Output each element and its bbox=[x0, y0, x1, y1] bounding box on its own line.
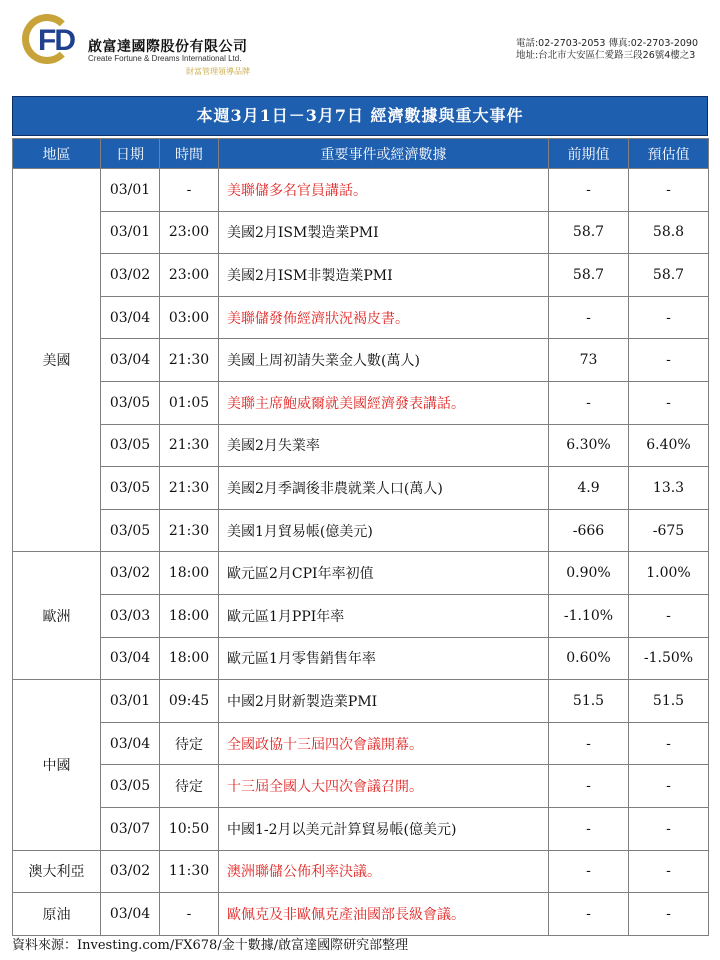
date-cell: 03/05 bbox=[101, 765, 160, 808]
table-row bbox=[13, 211, 709, 254]
region-cell: 歐洲 bbox=[13, 552, 101, 680]
event-cell: 美國2月ISM製造業PMI bbox=[219, 211, 549, 254]
table-row bbox=[13, 722, 709, 765]
previous-value-cell: 0.60% bbox=[549, 637, 629, 680]
time-cell: 18:00 bbox=[160, 552, 219, 595]
forecast-value-cell: -675 bbox=[629, 509, 709, 552]
time-cell: 09:45 bbox=[160, 680, 219, 723]
event-cell: 美聯儲多名官員講話。 bbox=[219, 169, 549, 212]
date-cell: 03/07 bbox=[101, 807, 160, 850]
forecast-value-cell: - bbox=[629, 594, 709, 637]
time-cell: 01:05 bbox=[160, 381, 219, 424]
time-cell: 18:00 bbox=[160, 594, 219, 637]
table-row bbox=[13, 509, 709, 552]
event-cell: 澳洲聯儲公佈利率決議。 bbox=[219, 850, 549, 893]
table-row bbox=[13, 552, 709, 595]
address: 地址:台北市大安區仁愛路三段26號4樓之3 bbox=[515, 50, 696, 61]
previous-value-cell: - bbox=[549, 893, 629, 936]
event-cell: 全國政協十三屆四次會議開幕。 bbox=[219, 722, 549, 765]
date-cell: 03/01 bbox=[101, 211, 160, 254]
phone-number: 電話:02-2703-2053 bbox=[515, 38, 606, 49]
date-cell: 03/04 bbox=[101, 339, 160, 382]
time-cell: - bbox=[160, 893, 219, 936]
contact-line-1 bbox=[516, 38, 698, 50]
date-cell: 03/04 bbox=[101, 296, 160, 339]
table-row bbox=[13, 807, 709, 850]
table-row bbox=[13, 381, 709, 424]
date-cell: 03/02 bbox=[101, 254, 160, 297]
table-row bbox=[13, 765, 709, 808]
table-row bbox=[13, 254, 709, 297]
forecast-value-cell: 1.00% bbox=[629, 552, 709, 595]
date-cell: 03/01 bbox=[101, 169, 160, 212]
event-cell: 美國上周初請失業金人數(萬人) bbox=[219, 339, 549, 382]
time-cell: 21:30 bbox=[160, 424, 219, 467]
date-cell: 03/03 bbox=[101, 594, 160, 637]
previous-value-cell: 4.9 bbox=[549, 467, 629, 510]
event-cell: 中國2月財新製造業PMI bbox=[219, 680, 549, 723]
previous-value-cell: 0.90% bbox=[549, 552, 629, 595]
time-cell: 10:50 bbox=[160, 807, 219, 850]
column-header-time: 時間 bbox=[160, 139, 219, 169]
forecast-value-cell: 58.7 bbox=[629, 254, 709, 297]
forecast-value-cell: - bbox=[629, 381, 709, 424]
forecast-value-cell: - bbox=[629, 722, 709, 765]
event-cell: 歐元區1月零售銷售年率 bbox=[219, 637, 549, 680]
column-header-forecast: 預估值 bbox=[629, 139, 709, 169]
time-cell: 23:00 bbox=[160, 211, 219, 254]
table-row bbox=[13, 680, 709, 723]
forecast-value-cell: - bbox=[629, 807, 709, 850]
time-cell: 23:00 bbox=[160, 254, 219, 297]
forecast-value-cell: - bbox=[629, 339, 709, 382]
previous-value-cell: 51.5 bbox=[549, 680, 629, 723]
event-cell: 十三屆全國人大四次會議召開。 bbox=[219, 765, 549, 808]
time-cell: 03:00 bbox=[160, 296, 219, 339]
table-row bbox=[13, 339, 709, 382]
event-cell: 美國2月失業率 bbox=[219, 424, 549, 467]
event-cell: 歐佩克及非歐佩克產油國部長級會議。 bbox=[219, 893, 549, 936]
forecast-value-cell: - bbox=[629, 893, 709, 936]
event-cell: 歐元區2月CPI年率初值 bbox=[219, 552, 549, 595]
table-row bbox=[13, 637, 709, 680]
event-cell: 美聯主席鮑威爾就美國經濟發表講話。 bbox=[219, 381, 549, 424]
region-cell: 原油 bbox=[13, 893, 101, 936]
time-cell: 21:30 bbox=[160, 467, 219, 510]
previous-value-cell: - bbox=[549, 722, 629, 765]
event-cell: 美國2月ISM非製造業PMI bbox=[219, 254, 549, 297]
date-cell: 03/05 bbox=[101, 509, 160, 552]
table-body bbox=[13, 169, 709, 936]
time-cell: 待定 bbox=[160, 765, 219, 808]
previous-value-cell: - bbox=[549, 296, 629, 339]
previous-value-cell: - bbox=[549, 807, 629, 850]
company-name-en: Create Fortune & Dreams International Ltd. bbox=[88, 54, 242, 63]
time-cell: 待定 bbox=[160, 722, 219, 765]
table-row bbox=[13, 424, 709, 467]
forecast-value-cell: 6.40% bbox=[629, 424, 709, 467]
previous-value-cell: - bbox=[549, 765, 629, 808]
forecast-value-cell: - bbox=[629, 765, 709, 808]
forecast-value-cell: 58.8 bbox=[629, 211, 709, 254]
date-cell: 03/04 bbox=[101, 893, 160, 936]
region-cell: 澳大利亞 bbox=[13, 850, 101, 893]
event-cell: 歐元區1月PPI年率 bbox=[219, 594, 549, 637]
date-cell: 03/01 bbox=[101, 680, 160, 723]
previous-value-cell: -666 bbox=[549, 509, 629, 552]
time-cell: 21:30 bbox=[160, 339, 219, 382]
events-table bbox=[12, 138, 709, 936]
previous-value-cell: 58.7 bbox=[549, 254, 629, 297]
date-cell: 03/02 bbox=[101, 552, 160, 595]
event-cell: 中國1-2月以美元計算貿易帳(億美元) bbox=[219, 807, 549, 850]
time-cell: 18:00 bbox=[160, 637, 219, 680]
event-cell: 美聯儲發佈經濟狀況褐皮書。 bbox=[219, 296, 549, 339]
company-tagline: 財富管理領導品牌 bbox=[186, 67, 250, 76]
date-cell: 03/05 bbox=[101, 467, 160, 510]
previous-value-cell: - bbox=[549, 381, 629, 424]
time-cell: 21:30 bbox=[160, 509, 219, 552]
time-cell: - bbox=[160, 169, 219, 212]
table-row bbox=[13, 296, 709, 339]
company-logo: FD bbox=[38, 24, 74, 57]
date-cell: 03/04 bbox=[101, 637, 160, 680]
previous-value-cell: 73 bbox=[549, 339, 629, 382]
event-cell: 美國1月貿易帳(億美元) bbox=[219, 509, 549, 552]
company-name-cn: 啟富達國際股份有限公司 bbox=[88, 39, 248, 55]
previous-value-cell: - bbox=[549, 169, 629, 212]
forecast-value-cell: -1.50% bbox=[629, 637, 709, 680]
region-cell: 中國 bbox=[13, 680, 101, 850]
previous-value-cell: 58.7 bbox=[549, 211, 629, 254]
table-row bbox=[13, 594, 709, 637]
date-cell: 03/05 bbox=[101, 424, 160, 467]
forecast-value-cell: 51.5 bbox=[629, 680, 709, 723]
previous-value-cell: -1.10% bbox=[549, 594, 629, 637]
date-cell: 03/04 bbox=[101, 722, 160, 765]
contact-info bbox=[516, 38, 698, 62]
source-note: 資料來源：Investing.com/FX678/金十數據/啟富達國際研究部整理 bbox=[12, 938, 409, 953]
date-cell: 03/05 bbox=[101, 381, 160, 424]
column-header-previous: 前期值 bbox=[549, 139, 629, 169]
table-row bbox=[13, 467, 709, 510]
time-cell: 11:30 bbox=[160, 850, 219, 893]
column-header-date: 日期 bbox=[101, 139, 160, 169]
date-cell: 03/02 bbox=[101, 850, 160, 893]
fax-number: 傳真:02-2703-2090 bbox=[608, 38, 698, 49]
page-header bbox=[0, 0, 720, 92]
previous-value-cell: 6.30% bbox=[549, 424, 629, 467]
forecast-value-cell: 13.3 bbox=[629, 467, 709, 510]
forecast-value-cell: - bbox=[629, 850, 709, 893]
column-header-event: 重要事件或經濟數據 bbox=[219, 139, 549, 169]
table-row bbox=[13, 893, 709, 936]
page-title: 本週3月1日－3月7日 經濟數據與重大事件 bbox=[12, 96, 708, 136]
region-cell: 美國 bbox=[13, 169, 101, 552]
forecast-value-cell: - bbox=[629, 296, 709, 339]
table-row bbox=[13, 850, 709, 893]
table-header-row bbox=[13, 139, 709, 169]
previous-value-cell: - bbox=[549, 850, 629, 893]
event-cell: 美國2月季調後非農就業人口(萬人) bbox=[219, 467, 549, 510]
table-row bbox=[13, 169, 709, 212]
column-header-region: 地區 bbox=[13, 139, 101, 169]
forecast-value-cell: - bbox=[629, 169, 709, 212]
